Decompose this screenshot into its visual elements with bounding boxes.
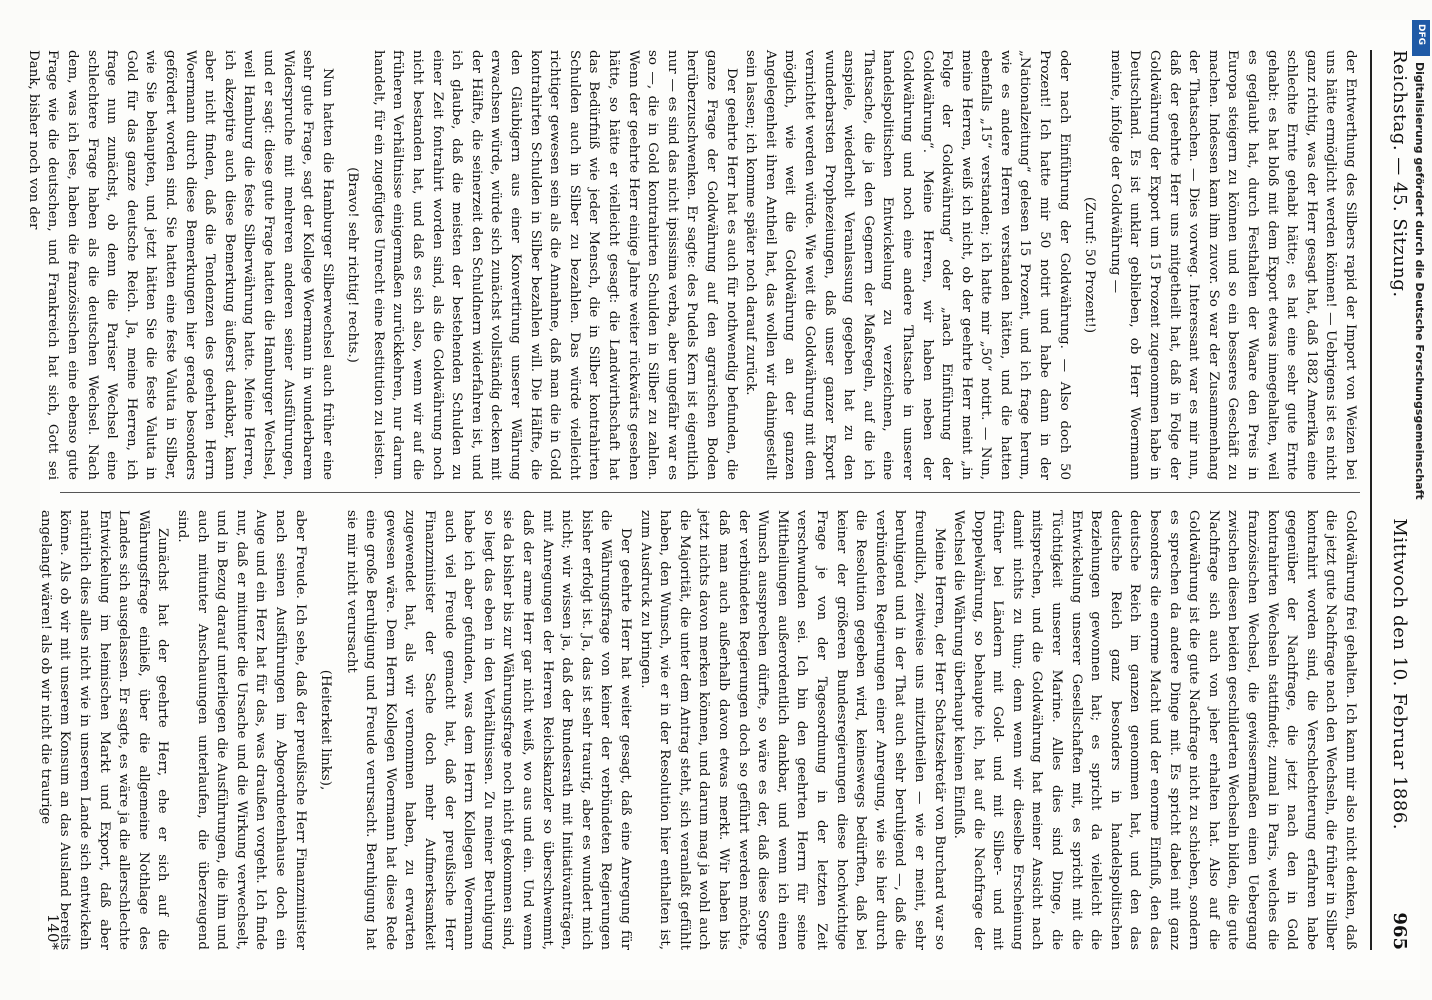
dfg-logo-text: DFG: [1416, 24, 1426, 46]
column-divider: [60, 492, 1360, 493]
paragraph: aber Freude. Ich sehe, daß der preußische Herr Finanzminister nach seinen Ausführungen im Abgeordnetenhause doch ein Auge und ein Herz hat für das, was draußen vorgeht. Ich finde nur, daß er mitunter die Ursache und die Wirkung verwechselt, und in Bezug darauf unterliegen die Ausführungen, die ihm und auch mitunter Anschauungen unterlaufen, die überzeugend sind.: [174, 510, 308, 950]
paragraph: Nun hatten die Hamburger Silberwechsel auch früher eine sehr gute Frage, sagt der Kollege Woermann in wunderbarem Widerspruche mit mehreren anderen seiner Ausführungen, und er sagt: diese gute Frage hatten die Hamburger Wechsel, weil Hamburg die feste Silberwährung hatte. Meine Herren, ich akzeptire auch diese Bemerkung äußerst dankbar, kann aber nicht finden, daß die Tendenzen des geehrten Herrn Woermann durch diese Bemerkungen hier gerade besonders gefördert worden sind. Sie hatten eine feste Valuta in Silber, wie Sie behaupten, und jetzt hätten Sie die feste Valuta in Gold für das ganze deutsche Reich. Ja, meine Herren, ich frage nun zunächst, ob denn die Pariser Wechsel eine schlechtere Frage haben als die deutschen Wechsel. Nach dem, was ich lese, haben die französischen eine ebenso gute Frage wie die deutschen, und Frankreich hat sich, Gott sei Dank, bisher noch von der: [25, 50, 335, 480]
header-left: Reichstag. — 45. Sitzung.: [1389, 50, 1410, 298]
page-number: 965: [1389, 912, 1410, 950]
paragraph: Goldwährung frei gehalten. Ich kann mir also nicht denken, daß die jetzt gute Nachfrage nach den Wechseln, die früher in Silber kontrahirt worden sind, die Verschlechterung erfahren habe gegenüber der Nachfrage, die jetzt nach den in Gold kontrahirten Wechseln stattfindet; zumal in Paris, welches die französischen Wechsel, die gewissermaßen einen Uebergang zwischen diesen beiden geschilderten Wechseln bilden, die gute Nachfrage sich auch von jeher erhalten hat. Also auf die Goldwährung ist die gute Nachfrage nicht zu schieben, sondern es sprechen da andere Dinge mit. Es spricht dabei mit ganz besonders die enorme Macht und der enorme Einfluß, den das deutsche Reich im ganzen genommen hat, und den das deutsche Reich ganz besonders in handelspolitischen Beziehungen gewonnen hat; es spricht da vielleicht die Entwickelung unserer Gesellschaften mit, es spricht mit die Tüchtigkeit unserer Marine. Alles dies sind Dinge, die mitsprechen, und die Goldwährung hat meiner Ansicht nach damit nichts zu thun; denn wenn wir dieselbe Erscheinung früher bei Ländern mit Gold- und mit Silber- und mit Doppelwährung, so behaupte ich, hat auf die Nachfrage der Wechsel die Währung überhaupt keinen Einfluß.: [951, 510, 1358, 950]
interjection: (Bravo! sehr richtig! rechts.): [345, 167, 361, 363]
signature-mark: 140*: [44, 913, 62, 950]
paragraph: Der geehrte Herr hat weiter gesagt, daß eine Anregung für die Währungsfrage von keiner der verbündeten Regierungen bisher erfolgt ist. Ja, das ist sehr traurig, aber es wundert mich nicht; wir wissen ja, daß der Bundesrath mit Initiativanträgen, mit Anregungen der Herren Reichskanzler so überschwemmt, daß der arme Herr gar nicht weiß, wo aus und ein. Und wenn sie da bisher bis zur Währungsfrage noch nicht gekommen sind, so liegt das eben in den Verhältnissen. Zu meiner Beruhigung habe ich aber gefunden, was dem Herrn Kollegen Woermann auch viel Freude gemacht hat, daß der preußische Herr Finanzminister der Sache doch mehr Aufmerksamkeit zugewendet hat, als wir vernommen haben, zu erwarten gewesen wäre. Dem Herrn Kollegen Woermann hat diese Rede eine große Beruhigung und Freude verursacht. Beruhigung hat sie mir nicht verursacht: [343, 510, 634, 950]
document-page: [25, 20, 1420, 980]
dfg-logo: [1412, 20, 1430, 56]
digitization-note: Digitalisierung gefördert durch die Deutsche Forschungsgemeinschaft: [1413, 62, 1426, 500]
column-left: [25, 50, 1360, 480]
paragraph: oder nach Einführung der Goldwährung. — Also doch 50 Prozent! Ich hatte mir 50 notirt und habe dann in der „Nationalzeitung“ gelesen 15 Prozent, und ich frage herum, wie es andere Herren verstanden hätten, und die hatten ebenfalls „15“ verstanden; ich hatte mir „50“ notirt. — Nun, meine Herren, weiß ich nicht, ob der geehrte Herr meint „in Folge der Goldwährung“ oder „nach Einführung der Goldwährung“. Meine Herren, wir haben neben der Goldwährung und noch eine andere Thatsache in unserer handelspolitischen Entwickelung zu verzeichnen, eine Thatsache, die ja den Gegnern der Maßregeln, auf die ich anspiele, wiederholt Veranlassung gegeben hat zu den wunderbarsten Prophezeiungen, daß unser ganzer Export vernichtet werden würde. Wie weit die Goldwährung mit dem möglich, wie weit die Goldwährung an der ganzen Angelegenheit ihren Antheil hat, das wollen wir dahingestellt sein lassen; ich komme später noch darauf zurück.: [743, 50, 1072, 480]
header-date: Mittwoch den 10. Februar 1886.: [1389, 518, 1410, 830]
header-rule: [1370, 50, 1372, 950]
paragraph: Meine Herren, der Herr Schatzsekretär von Burchard war so freundlich, zeitweise uns mitzutheilen — wie er meint, sehr beruhigend und in der That auch sehr beruhigend —, daß die verbündeten Regierungen einer Anregung, wie sie hier durch die Resolution gegeben wird, keineswegs bedürften, daß bei keiner der größeren Bundesregierungen diese hochwichtige Frage je von der Tagesordnung in der letzten Zeit verschwunden sei. Ich bin den geehrten Herrn für seine Mittheilungen außerordentlich dankbar, und wenn ich einen Wunsch aussprechen dürfte, so wäre es der, daß diese Sorge der verbündeten Regierungen doch so geführt werden möchte, daß man auch außerhalb davon etwas merkt. Wir haben bis jetzt nichts davon merken können, und darum mag ja wohl auch die Majorität, die unter dem Antrag steht, sich veranlaßt gefühlt haben, den Wunsch, wie er in der Resolution hier enthalten ist, zum Ausdruck zu bringen.: [637, 510, 947, 950]
interjection: (Zuruf: 50 Prozent!): [1082, 196, 1098, 334]
paragraph: der Entwerthung des Silbers rapid der Import von Weizen bei uns hätte ermöglicht werden können! — Uebrigens ist es nicht ganz richtig, was der Herr gesagt hat, daß 1882 Amerika eine schlechte Ernte gehabt hätte; es hat eine sehr gute Ernte gehabt: es hat bloß mit dem Export etwas innegehalten, weil es geglaubt hat, durch Festhalten der Waare den Preis in Europa steigern zu können und so ein besseres Geschäft zu machen. Indessen kam ihm zuvor. So war der Zusammenhang der Thatsachen. — Dies vorweg. Interessant war es mir nun, daß der geehrte Herr uns mitgetheilt hat, daß in Folge der Goldwährung der Export um 15 Prozent zugenommen habe in Deutschland. Es ist unklar geblieben, ob Herr Woermann meinte, infolge der Goldwährung —: [1107, 50, 1358, 480]
paragraph: Zunächst hat der geehrte Herr, ehe er sich auf die Währungsfrage einließ, über die allgemeine Nothlage des Landes sich ausgelassen. Er sagte, es wäre ja die allerschlechte Entwickelung im heimischen Markt und Export, daß aber natürlich dies alles nicht wie in unserem Lande sich entwickeln könne. Als ob wir mit unserem Konsum an das Ausland bereits angelangt wären! als ob wir nicht die traurige: [37, 510, 171, 950]
interjection: (Heiterkeit links),: [318, 669, 334, 791]
paragraph: Der geehrte Herr hat es auch für nothwendig befunden, die ganze Frage der Goldwährung auf den agrarischen Boden herüberzuschwenken. Er sagte: des Pudels Kern ist eigentlich nur — es sind das nicht ipsissima verba, aber ungefähr war es so —, die in Gold kontrahirten Schulden in Silber zu zahlen. Wenn der geehrte Herr einige Jahre weiter rückwärts gesehen hätte, so hätte er vielleicht gesagt: die Landwirthschaft hat das Bedürfniß wie jeder Mensch, die in Silber kontrahirten Schulden auch in Silber zu bezahlen. Das würde vielleicht richtiger gewesen sein als die Annahme, daß man die in Gold kontrahirten Schulden in Silber bezahlen will. Die Hälfte, die den Gläubigern aus einer Konvertirung unserer Währung erwachsen würde, würde sich zunächst vollständig decken mit der Hälfte, die seinerzeit den Schuldnern widerfahren ist, und ich glaube, daß die meisten der bestehenden Schulden zu einer Zeit fontrahirt worden sind, als die Goldwährung noch nicht bestanden hat, und daß es sich also, wenn wir auf die früheren Verhältnisse einigermaßen zurückkehren, nur darum handelt, für ein zugefügtes Unrecht eine Restitution zu leisten.: [370, 50, 739, 480]
